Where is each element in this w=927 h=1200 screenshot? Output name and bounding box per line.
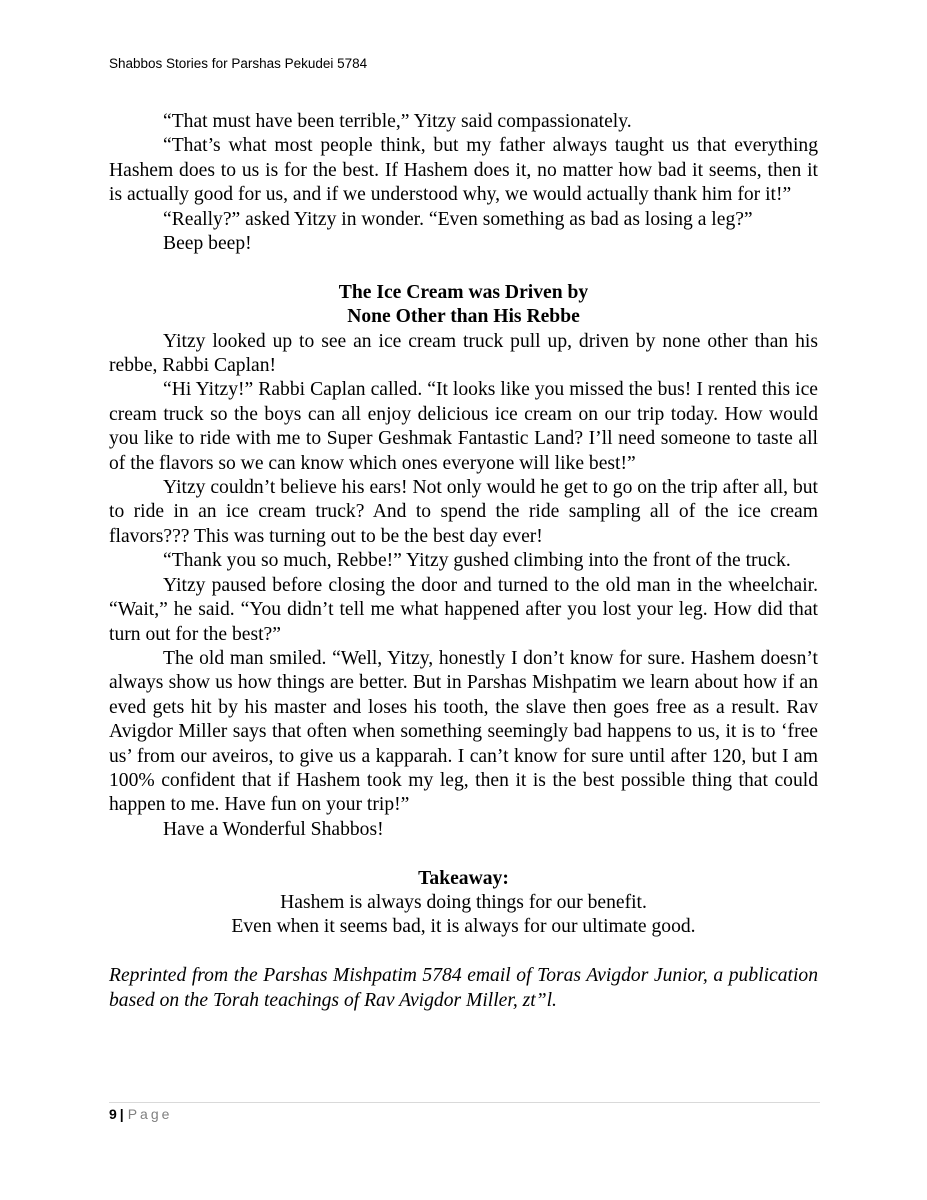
page-label: Page bbox=[127, 1106, 173, 1122]
takeaway-line-1: Hashem is always doing things for our benefit. bbox=[280, 891, 647, 913]
paragraph: Yitzy paused before closing the door and turned to the old man in the wheelchair. “Wait,” he said. “You didn’t tell me what happened after you lost your leg. How did that turn out for the best?” bbox=[109, 574, 818, 645]
page-body bbox=[109, 110, 818, 1013]
paragraph: Beep beep! bbox=[163, 233, 252, 255]
spacer bbox=[109, 256, 818, 280]
paragraph: “Really?” asked Yitzy in wonder. “Even something as bad as losing a leg?” bbox=[163, 208, 753, 230]
paragraph: Yitzy looked up to see an ice cream truck pull up, driven by none other than his rebbe, Rabbi Caplan! bbox=[109, 330, 818, 377]
page-number: 9 bbox=[109, 1106, 117, 1122]
page-footer bbox=[109, 1106, 172, 1122]
spacer bbox=[109, 940, 818, 964]
paragraph: “Hi Yitzy!” Rabbi Caplan called. “It looks like you missed the bus! I rented this ice cream truck so the boys can all enjoy delicious ice cream on our trip today. How would you like to ride with me to Super Geshmak Fantastic Land? I’ll need someone to taste all of the flavors so we can know which ones everyone will like best!” bbox=[109, 379, 818, 474]
paragraph: The old man smiled. “Well, Yitzy, honestly I don’t know for sure. Hashem doesn’t always show us how things are better. But in Parshas Mishpatim we learn about how if an eved gets hit by his master and loses his tooth, the slave then goes free as a result. Rav Avigdor Miller says that often when something seemingly bad happens to us, it is to ‘free us’ from our aveiros, to give us a kapparah. I can’t know for sure until after 120, but I am 100% confident that if Hashem took my leg, then it is the best possible thing that could happen to me. Have fun on your trip!” bbox=[109, 647, 818, 816]
paragraph: “That’s what most people think, but my father always taught us that everything Hashem does to us is for the best. If Hashem does it, no matter how bad it seems, then it is actually good for us, and if we understood why, we would actually thank him for it!” bbox=[109, 135, 818, 206]
paragraph: “That must have been terrible,” Yitzy said compassionately. bbox=[163, 111, 632, 132]
paragraph: Have a Wonderful Shabbos! bbox=[163, 818, 384, 840]
spacer bbox=[109, 842, 818, 866]
reprint-credit: Reprinted from the Parshas Mishpatim 5784 email of Toras Avigdor Junior, a publication based on the Torah teachings of Rav Avigdor Miller, zt”l. bbox=[109, 965, 818, 1011]
takeaway-line-2: Even when it seems bad, it is always for our ultimate good. bbox=[231, 916, 696, 938]
footer-separator: | bbox=[119, 1106, 124, 1122]
paragraph: “Thank you so much, Rebbe!” Yitzy gushed climbing into the front of the truck. bbox=[163, 550, 791, 572]
takeaway-heading: Takeaway: bbox=[418, 867, 509, 889]
section-heading-line-1: The Ice Cream was Driven by bbox=[338, 281, 589, 303]
running-header: Shabbos Stories for Parshas Pekudei 5784 bbox=[109, 56, 368, 71]
paragraph: Yitzy couldn’t believe his ears! Not only would he get to go on the trip after all, but to ride in an ice cream truck? And to spend the ride sampling all of the ice cream flavors??? This was turning out to be the best day ever! bbox=[109, 477, 818, 547]
footer-divider bbox=[109, 1102, 820, 1103]
section-heading-line-2: None Other than His Rebbe bbox=[347, 306, 580, 328]
